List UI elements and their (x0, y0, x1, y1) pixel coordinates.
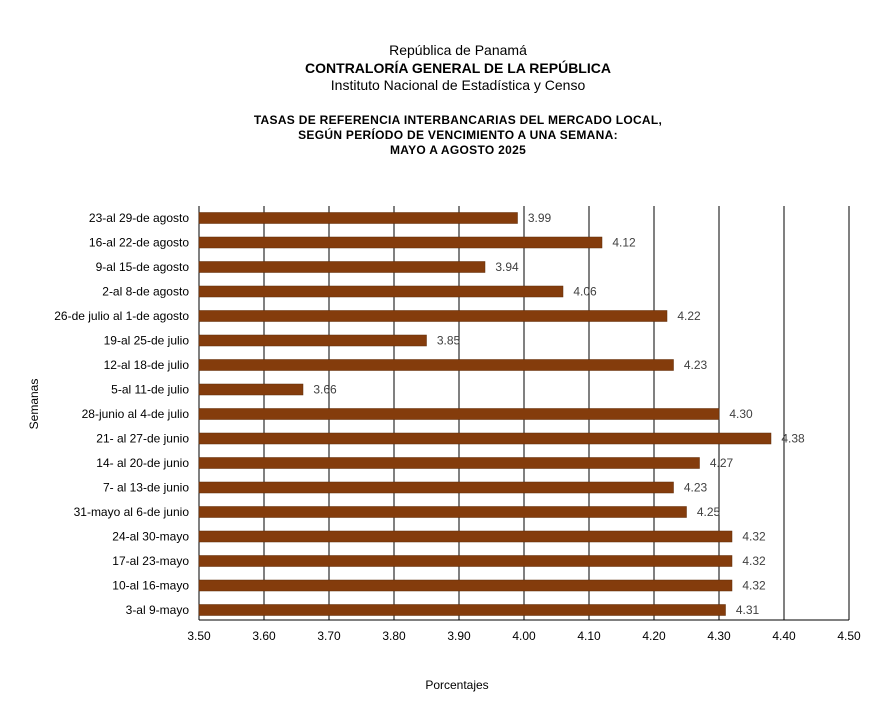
bar (199, 482, 674, 493)
chart-title-line-1: TASAS DE REFERENCIA INTERBANCARIAS DEL MERCADO LOCAL, (253, 113, 663, 127)
category-label: 19-al 25-de julio (103, 333, 189, 348)
bar (199, 580, 732, 591)
bar (199, 237, 602, 248)
data-label: 3.85 (436, 333, 461, 348)
data-label: 4.32 (742, 554, 766, 568)
category-label: 28-junio al 4-de julio (81, 407, 189, 421)
bar (199, 409, 719, 420)
data-label: 4.31 (735, 603, 760, 617)
x-tick-label: 3.90 (447, 629, 471, 643)
bar (199, 605, 726, 616)
category-label: 26-de julio al 1-de agosto (54, 309, 189, 323)
y-axis-title: Semanas (27, 378, 41, 430)
data-label: 4.32 (742, 529, 766, 544)
x-tick-label: 3.60 (252, 629, 276, 643)
data-label: 4.25 (696, 505, 721, 519)
data-label: 4.23 (683, 358, 708, 372)
data-label: 3.66 (313, 382, 337, 397)
header-institute: Instituto Nacional de Estadística y Censo (330, 77, 586, 93)
header-country: República de Panamá (389, 42, 527, 58)
bar (199, 433, 771, 444)
data-label: 4.32 (742, 578, 766, 593)
header-institution: CONTRALORÍA GENERAL DE LA REPÚBLICA (305, 60, 611, 76)
category-label: 24-al 30-mayo (112, 529, 189, 544)
category-label: 31-mayo al 6-de junio (73, 505, 189, 519)
category-label: 10-al 16-mayo (112, 578, 189, 593)
bar (199, 286, 563, 297)
data-label: 4.38 (781, 431, 805, 446)
data-label: 4.22 (677, 309, 701, 323)
bar (199, 556, 732, 567)
x-tick-label: 4.20 (642, 629, 666, 643)
bar (199, 458, 700, 469)
data-label: 3.99 (527, 211, 552, 225)
chart-title-line-3: MAYO A AGOSTO 2025 (389, 143, 527, 157)
bar (199, 384, 303, 395)
bar (199, 360, 674, 371)
x-tick-label: 3.50 (187, 629, 211, 643)
bar (199, 335, 427, 346)
x-tick-label: 4.30 (707, 629, 731, 643)
data-label: 4.06 (573, 284, 597, 299)
data-label: 4.12 (612, 235, 636, 250)
x-tick-label: 3.70 (317, 629, 341, 643)
data-label: 4.30 (729, 407, 753, 421)
category-label: 3-al 9-mayo (125, 603, 189, 617)
x-tick-label: 4.10 (577, 629, 601, 643)
category-label: 14- al 20-de junio (96, 456, 189, 470)
x-tick-label: 4.40 (772, 629, 796, 643)
bar (199, 262, 485, 273)
category-label: 5-al 11-de julio (111, 382, 189, 397)
bar (199, 311, 667, 322)
category-label: 7- al 13-de junio (102, 480, 189, 495)
category-label: 17-al 23-mayo (112, 554, 189, 568)
category-label: 21- al 27-de junio (96, 431, 189, 446)
category-label: 16-al 22-de agosto (88, 235, 189, 250)
x-axis-title: Porcentajes (425, 678, 489, 692)
x-tick-label: 4.00 (512, 629, 536, 643)
x-tick-label: 3.80 (382, 629, 406, 643)
category-label: 12-al 18-de julio (103, 358, 189, 372)
bar (199, 507, 687, 518)
data-label: 3.94 (495, 260, 519, 274)
x-tick-label: 4.50 (837, 629, 861, 643)
category-label: 2-al 8-de agosto (102, 284, 189, 299)
chart-title-line-2: SEGÚN PERÍODO DE VENCIMIENTO A UNA SEMANA: (298, 128, 618, 142)
data-label: 4.27 (709, 456, 734, 470)
bar (199, 531, 732, 542)
bar (199, 213, 518, 224)
category-label: 9-al 15-de agosto (95, 260, 189, 274)
category-label: 23-al 29-de agosto (88, 211, 189, 225)
data-label: 4.23 (683, 480, 708, 495)
